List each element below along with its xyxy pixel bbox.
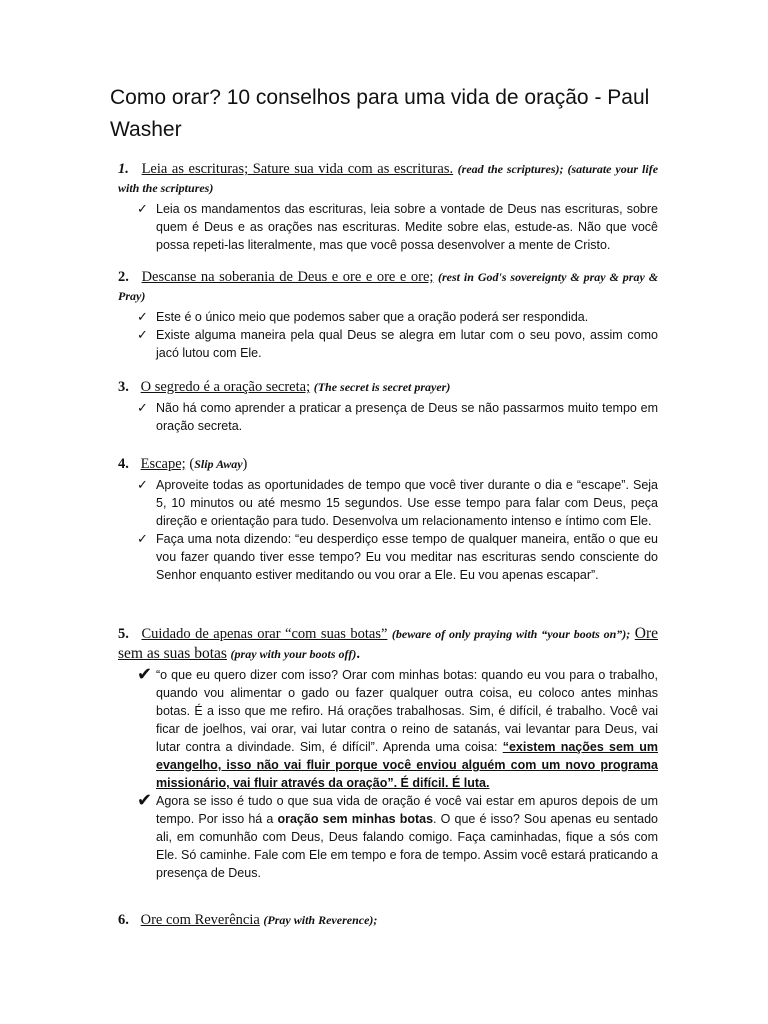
section-translation: (The secret is secret prayer)	[313, 380, 451, 394]
section-translation: (read the scriptures); (saturate your life with the scriptures)	[118, 162, 659, 195]
check-icon: ✓	[137, 327, 148, 342]
section-title: Leia as escrituras; Sature sua vida com as escrituras.	[141, 161, 454, 177]
bullet-text-cont: . O que é isso? Sou apenas eu sentado ali, em comunhão com Deus, Deus falando comigo. Faça caminhadas, fique a sós com Ele. Só caminhe. Fale com Ele em tempo e fora de tempo. Assim você estará praticando a presença de Deus.	[156, 812, 659, 880]
section-3	[118, 378, 658, 435]
list-item	[137, 476, 658, 530]
section-number: 1.	[118, 161, 129, 177]
section-number: 2.	[118, 269, 129, 285]
section-number: 4.	[118, 456, 129, 472]
list-item	[137, 666, 658, 792]
check-icon: ✓	[137, 400, 148, 415]
section-title: O segredo é a oração secreta;	[140, 379, 311, 395]
section-subtitle-translation: (pray with your boots off)	[230, 647, 357, 661]
section-translation: (beware of only praying with “your boots on”);	[391, 627, 631, 641]
list-item	[137, 792, 658, 882]
check-icon: ✓	[137, 531, 148, 546]
list-item	[137, 399, 658, 435]
section-translation: Slip Away	[194, 457, 243, 471]
list-item	[137, 200, 658, 254]
section-3-heading	[118, 378, 658, 397]
section-5-heading	[118, 624, 658, 664]
section-title: Ore com Reverência	[140, 912, 260, 928]
section-1	[118, 160, 658, 254]
section-heading-period: .	[356, 646, 360, 662]
section-1-heading	[118, 160, 658, 198]
list-item	[137, 530, 658, 584]
section-6	[118, 911, 658, 932]
check-icon: ✓	[137, 309, 148, 324]
section-translation: (Pray with Reverence);	[263, 913, 378, 927]
bullet-text: “o que eu quero dizer com isso? Orar com minhas botas: quando eu vou para o trabalho, quando vou alimentar o gado ou fazer qualquer outra coisa, eu coloco antes minhas botas. É a isso que me refiro. Há orações trabalhosas. Sim, é difícil, é trabalho. Você vai ficar de joelhos, vai orar, vai lutar contra o reino de satanás, vai levantar para Deus, vai lutar contra a divindade. Sim, é difícil”. Aprenda uma coisa:	[156, 668, 658, 754]
page-title: Como orar? 10 conselhos para uma vida de oração - Paul Washer	[110, 86, 650, 141]
bullet-text: Faça uma nota dizendo: “eu desperdiço esse tempo de qualquer maneira, então o que eu vou fazer quando tiver esse tempo? Eu vou meditar nas escrituras sendo consciente do Senhor enquanto estiver meditando ou vou orar a Ele. Eu vou apenas escapar”.	[156, 532, 658, 582]
check-icon: ✓	[137, 477, 148, 492]
list-item	[137, 326, 658, 362]
heavy-check-icon: ✔	[137, 664, 153, 684]
bullet-text: Este é o único meio que podemos saber que a oração poderá ser respondida.	[156, 310, 589, 324]
bullet-emphasis: “existem nações sem um evangelho, isso não vai fluir porque você enviou alguém com um novo programa missionário, vai fluir através da oração”. É difícil. É luta.	[156, 740, 658, 790]
section-6-heading	[118, 911, 658, 930]
section-subtitle: Ore sem as suas botas	[118, 625, 658, 662]
heavy-check-icon: ✔	[137, 790, 153, 810]
section-number: 6.	[118, 912, 129, 928]
section-title: Escape;	[140, 456, 186, 472]
bullet-bold-phrase: oração sem minhas botas	[277, 812, 434, 826]
bullet-text: Existe alguma maneira pela qual Deus se alegra em lutar com o seu povo, assim como jacó lutou com Ele.	[156, 328, 658, 360]
section-translation-open: (	[185, 456, 195, 472]
section-number: 5.	[118, 626, 129, 642]
section-number: 3.	[118, 379, 129, 395]
section-2	[118, 268, 658, 362]
list-item	[137, 308, 658, 326]
section-translation: (rest in God's sovereignty & pray & pray & Pray)	[118, 270, 659, 303]
bullet-text: Leia os mandamentos das escrituras, leia sobre a vontade de Deus nas escrituras, sobre quem é Deus e as orações nas escrituras. Medite sobre elas, estude-as. Não que você possa repeti-las literalmente, mas que você possa desenvolver a mente de Cristo.	[156, 202, 658, 252]
section-2-heading	[118, 268, 658, 306]
section-title: Cuidado de apenas orar “com suas botas”	[141, 626, 388, 642]
bullet-text: Não há como aprender a praticar a presença de Deus se não passarmos muito tempo em oração secreta.	[156, 401, 658, 433]
section-4-heading	[118, 455, 658, 474]
check-icon: ✓	[137, 201, 148, 216]
section-5	[118, 624, 658, 882]
section-translation-close: )	[242, 456, 248, 472]
section-title: Descanse na soberania de Deus e ore e ore e ore;	[141, 269, 434, 285]
section-4	[118, 455, 658, 584]
bullet-text: Agora se isso é tudo o que sua vida de oração é você vai estar em apuros depois de um tempo. Por isso há a	[156, 794, 658, 826]
bullet-text: Aproveite todas as oportunidades de tempo que você tiver durante o dia e “escape”. Seja 5, 10 minutos ou até mesmo 15 segundos. Use esse tempo para falar com Deus, peça direção e orientação para tudo. Desenvolva um relacionamento intenso e íntimo com Ele.	[156, 478, 658, 528]
